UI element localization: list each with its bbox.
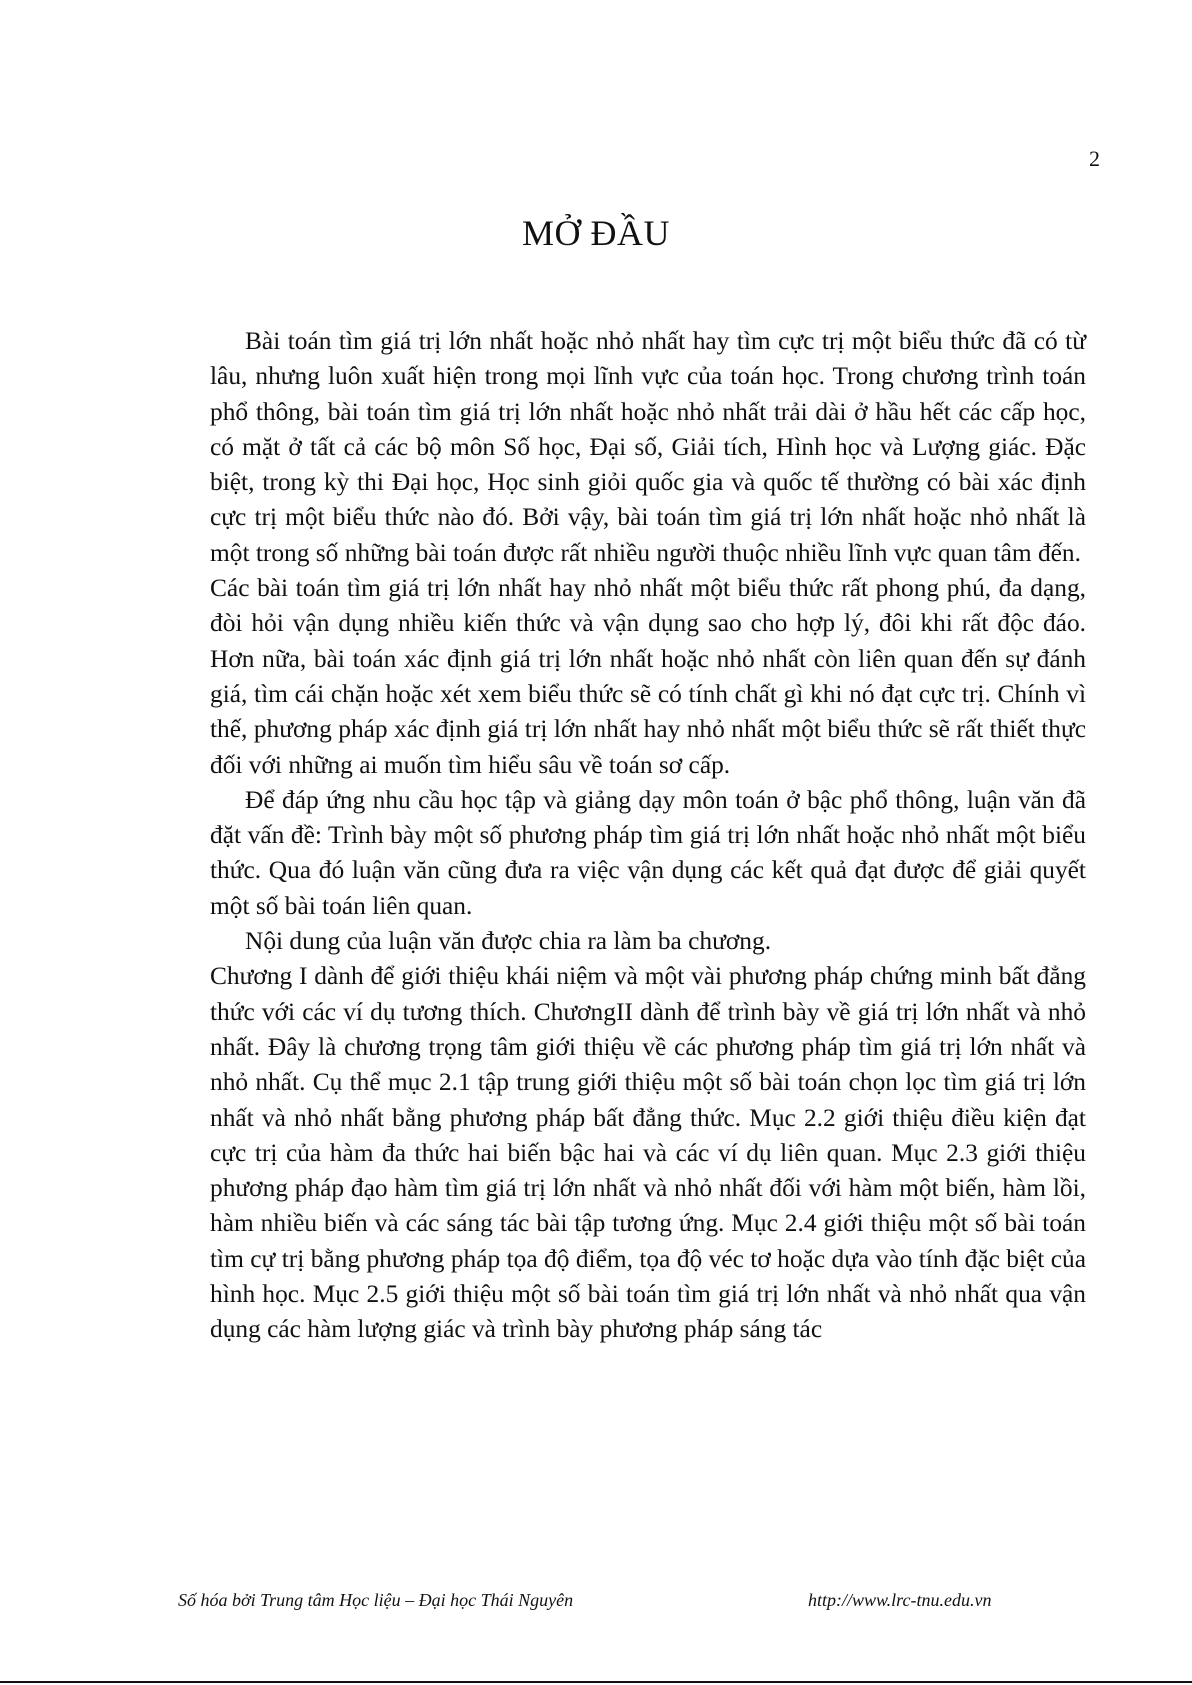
footer-url: http://www.lrc-tnu.edu.vn — [808, 1590, 992, 1610]
paragraph-purpose: Để đáp ứng nhu cầu học tập và giảng dạy môn toán ở bậc phổ thông, luận văn đã đặt vấn đề: Trình bày một số phương pháp tìm giá trị lớn nhất hoặc nhỏ nhất một biểu thức. Qua đó luận văn cũng đưa ra việc vận dụng các kết quả đạt được để giải quyết một số bài toán liên quan. — [210, 785, 1086, 920]
paragraph-chapters: Chương I dành để giới thiệu khái niệm và một vài phương pháp chứng minh bất đẳng thức với các ví dụ tương thích. ChươngII dành để trình bày về giá trị lớn nhất và nhỏ nhất. Đây là chương trọng tâm giới thiệu về các phương pháp tìm giá trị lớn nhất và nhỏ nhất. Cụ thể mục 2.1 tập trung giới thiệu một số bài toán chọn lọc tìm giá trị lớn nhất và nhỏ nhất bằng phương pháp bất đẳng thức. Mục 2.2 giới thiệu điều kiện đạt cực trị của hàm đa thức hai biến bậc hai và các ví dụ liên quan. Mục 2.3 giới thiệu phương pháp đạo hàm tìm giá trị lớn nhất và nhỏ nhất đối với hàm một biến, hàm lồi, hàm nhiều biến và các sáng tác bài tập tương ứng. Mục 2.4 giới thiệu một số bài toán tìm cự trị bằng phương pháp tọa độ điểm, tọa độ véc tơ hoặc dựa vào tính đặc biệt của hình học. Mục 2.5 giới thiệu một số bài toán tìm giá trị lớn nhất và nhỏ nhất qua vận dụng các hàm lượng giác và trình bày phương pháp sáng tác — [210, 962, 1086, 1344]
paragraph-intro: Bài toán tìm giá trị lớn nhất hoặc nhỏ nhất hay tìm cực trị một biểu thức đã có từ lâu, nhưng luôn xuất hiện trong mọi lĩnh vực của toán học. Trong chương trình toán phổ thông, bài toán tìm giá trị lớn nhất hoặc nhỏ nhất trải dài ở hầu hết các cấp học, có mặt ở tất cả các bộ môn Số học, Đại số, Giải tích, Hình học và Lượng giác. Đặc biệt, trong kỳ thi Đại học, Học sinh giỏi quốc gia và quốc tế thường có bài xác định cực trị một biểu thức nào đó. Bởi vậy, bài toán tìm giá trị lớn nhất hoặc nhỏ nhất là một trong số những bài toán được rất nhiều người thuộc nhiều lĩnh vực quan tâm đến. — [210, 327, 1086, 567]
footer-digitization-credit: Số hóa bởi Trung tâm Học liệu – Đại học Thái Nguyên — [178, 1590, 574, 1610]
paragraph-structure: Nội dung của luận văn được chia ra làm ba chương. — [245, 927, 772, 956]
body-text — [210, 324, 1086, 1348]
page-title: MỞ ĐẦU — [521, 213, 670, 253]
paragraph-problems: Các bài toán tìm giá trị lớn nhất hay nhỏ nhất một biểu thức rất phong phú, đa dạng, đòi hỏi vận dụng nhiều kiến thức và vận dụng sao cho hợp lý, đôi khi rất độc đáo. Hơn nữa, bài toán xác định giá trị lớn nhất hoặc nhỏ nhất còn liên quan đến sự đánh giá, tìm cái chặn hoặc xét xem biểu thức sẽ có tính chất gì khi nó đạt cực trị. Chính vì thế, phương pháp xác định giá trị lớn nhất hay nhỏ nhất một biểu thức sẽ rất thiết thực đối với những ai muốn tìm hiểu sâu về toán sơ cấp. — [210, 574, 1086, 779]
bottom-border-line — [0, 1681, 1192, 1683]
page-number: 2 — [1089, 146, 1100, 171]
